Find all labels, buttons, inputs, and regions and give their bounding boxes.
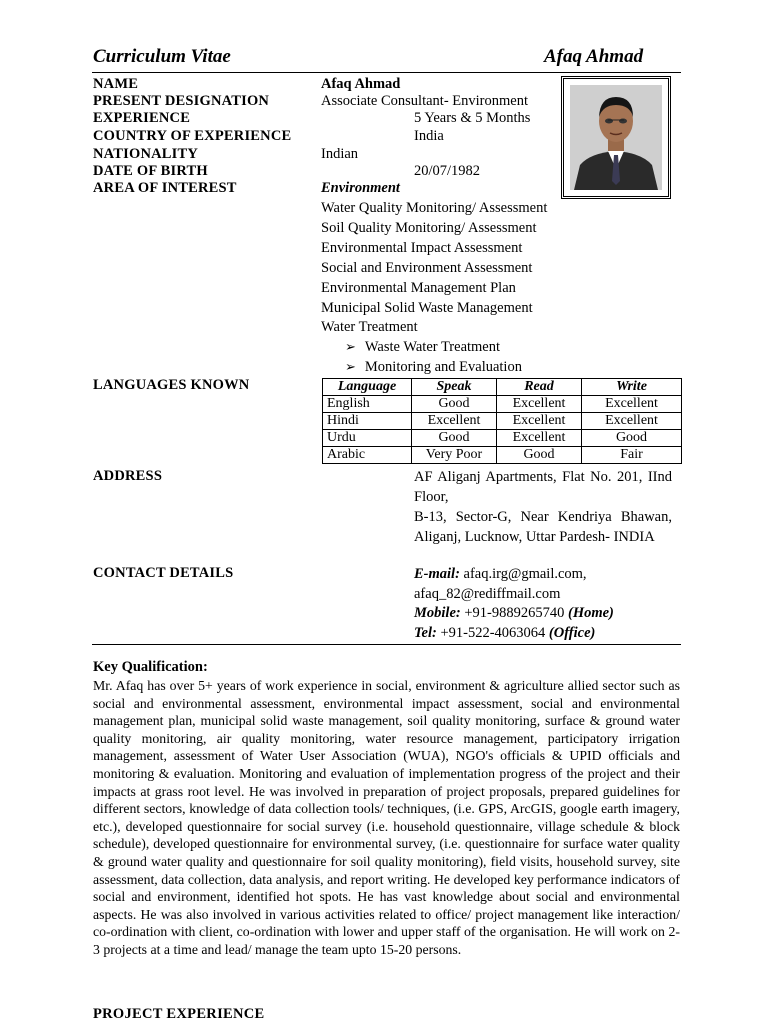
experience-value: 5 Years & 5 Months	[414, 110, 531, 126]
arrow-bullet-icon: ➢	[345, 359, 356, 374]
dob-label: DATE OF BIRTH	[93, 163, 208, 179]
mobile-tag: (Home)	[567, 605, 614, 622]
table-cell: Good	[582, 430, 682, 447]
contact-value	[414, 565, 682, 643]
tel-tag: (Office)	[548, 624, 596, 641]
email-link[interactable]: afaq.irg@gmail.com,	[463, 566, 587, 582]
nationality-value: Indian	[321, 146, 359, 162]
subitem-text: Waste Water Treatment	[364, 339, 501, 355]
experience-label: EXPERIENCE	[93, 110, 191, 126]
languages-table	[322, 378, 682, 464]
header-divider	[92, 72, 681, 73]
header-name: Afaq Ahmad	[544, 46, 644, 67]
person-portrait-icon	[570, 85, 662, 190]
key-qualification-title: Key Qualification:	[93, 659, 208, 675]
table-header: Speak	[412, 379, 497, 396]
table-row	[323, 413, 682, 430]
tel-number: +91-522-4063064	[440, 624, 546, 641]
interest-item: Water Quality Monitoring/ Assessment	[321, 200, 548, 216]
name-value: Afaq Ahmad	[321, 76, 401, 92]
table-cell: Fair	[582, 447, 682, 464]
country-value: India	[414, 128, 444, 144]
table-row	[323, 430, 682, 447]
document-title: Curriculum Vitae	[93, 46, 231, 67]
interest-subitem	[345, 339, 500, 356]
profile-photo	[570, 85, 662, 190]
country-label: COUNTRY OF EXPERIENCE	[93, 128, 292, 144]
table-cell: Excellent	[497, 396, 582, 413]
address-line: AF Aliganj Apartments, Flat No. 201, IInd Floor,	[414, 469, 672, 505]
email-label: E-mail:	[414, 566, 460, 582]
table-cell: Urdu	[323, 430, 412, 447]
table-row	[323, 396, 682, 413]
table-row	[323, 447, 682, 464]
table-header: Write	[582, 379, 682, 396]
interest-item: Social and Environment Assessment	[321, 260, 533, 276]
arrow-bullet-icon: ➢	[345, 339, 356, 354]
interest-subitem	[345, 359, 522, 376]
interest-item: Water Treatment	[321, 319, 418, 335]
email-line	[414, 565, 682, 585]
section-divider	[92, 644, 681, 645]
table-cell: Excellent	[497, 430, 582, 447]
address-line: B-13, Sector-G, Near Kendriya Bhawan, Aliganj, Lucknow, Uttar Pardesh- INDIA	[414, 509, 672, 545]
mobile-line	[414, 604, 682, 624]
table-cell: English	[323, 396, 412, 413]
table-header: Read	[497, 379, 582, 396]
table-cell: Hindi	[323, 413, 412, 430]
interest-heading: Environment	[321, 180, 400, 196]
address-label: ADDRESS	[93, 468, 163, 484]
designation-label: PRESENT DESIGNATION	[93, 93, 270, 109]
table-cell: Excellent	[582, 396, 682, 413]
tel-line	[414, 624, 682, 644]
table-cell: Excellent	[412, 413, 497, 430]
interest-item: Environmental Management Plan	[321, 280, 516, 296]
table-cell: Good	[412, 430, 497, 447]
contact-label: CONTACT DETAILS	[93, 565, 234, 581]
table-header: Language	[323, 379, 412, 396]
table-cell: Good	[412, 396, 497, 413]
table-cell: Excellent	[582, 413, 682, 430]
interest-item: Soil Quality Monitoring/ Assessment	[321, 220, 537, 236]
mobile-label: Mobile:	[414, 605, 461, 622]
key-qualification-text: Mr. Afaq has over 5+ years of work experience in social, environment & agriculture allied sector such as social and environmental assessment, environmental impact assessment, social and environmental management plan, municipal solid waste management, soil quality monitoring, surface & ground water quality monitoring, air quality monitoring, water resource management, participatory irrigation management, assessment of Water User Association (WUA), NGO's officials & UPID officials and monitoring & evaluation. Monitoring and evaluation of implementation progress of the project and their impacts at grass root level. He was involved in preparation of project proposals, prepared guidelines for different sectors, knowledge of data collection tools/ techniques, (i.e. GPS, ArcGIS, google earth imagery, etc.), developed questionnaire for social survey (i.e. household questionnaire, village schedule & block schedule), developed questionnaire for environmental survey, (i.e. questionnaire for surface water quality & ground water quality and questionnaire for soil quality monitoring), field visits, household survey, site assessment, data collection, data analysis, and report writing. He developed key performance indicators of social and environment, identified hot spots. He has vast knowledge about social and environmental aspects. He was also involved in various activities related to office/ project management like interaction/ co-ordination with client, co-ordination with lower and upper staff of the organisation. He will work on 2-3 projects at a time and lead/ manage the team upto 15-20 persons.	[93, 678, 680, 957]
dob-value: 20/07/1982	[414, 163, 481, 179]
table-cell: Very Poor	[412, 447, 497, 464]
table-cell: Good	[497, 447, 582, 464]
tel-label: Tel:	[414, 624, 437, 641]
mobile-number: +91-9889265740	[464, 605, 565, 622]
subitem-text: Monitoring and Evaluation	[364, 359, 522, 375]
languages-label: LANGUAGES KNOWN	[93, 377, 250, 393]
interest-label: AREA OF INTEREST	[93, 180, 237, 196]
address-value	[414, 467, 672, 547]
nationality-label: NATIONALITY	[93, 146, 199, 162]
profile-photo-frame	[561, 76, 671, 199]
name-label: NAME	[93, 76, 139, 92]
designation-value: Associate Consultant- Environment	[321, 93, 528, 109]
table-cell: Excellent	[497, 413, 582, 430]
interest-item: Environmental Impact Assessment	[321, 240, 523, 256]
table-cell: Arabic	[323, 447, 412, 464]
table-header-row	[323, 379, 682, 396]
interest-item: Municipal Solid Waste Management	[321, 300, 533, 316]
project-experience-title: PROJECT EXPERIENCE	[93, 1006, 265, 1022]
email-link-secondary[interactable]: afaq_82@rediffmail.com	[414, 585, 561, 602]
